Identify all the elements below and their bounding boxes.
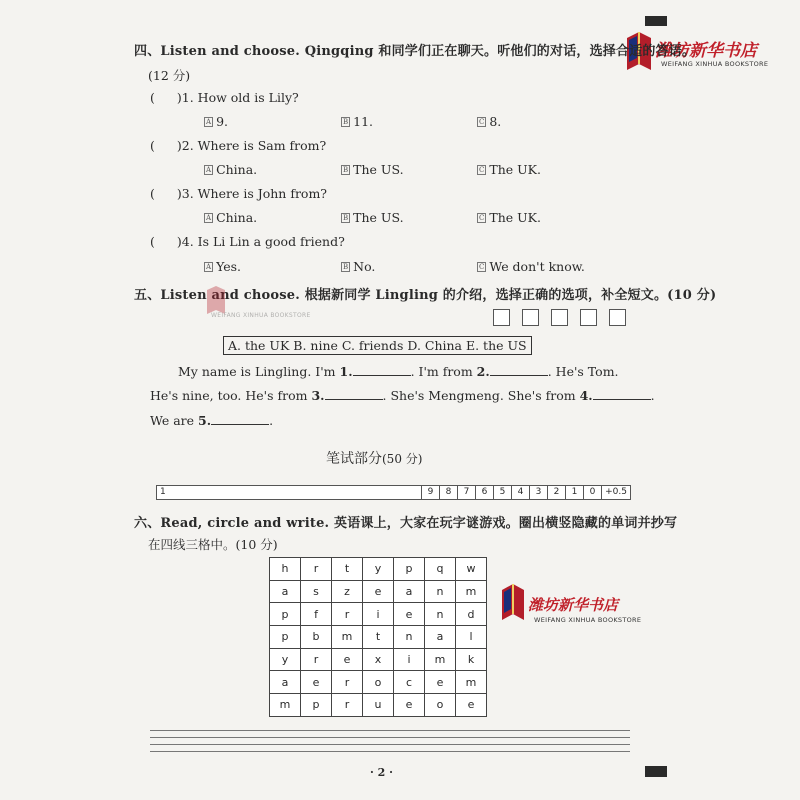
grid-cell[interactable]: z [332,580,363,603]
grid-cell[interactable]: t [332,558,363,581]
grid-row [270,558,487,581]
grid-cell[interactable]: i [394,648,425,671]
grid-cell[interactable]: a [270,671,301,694]
grid-cell[interactable]: q [425,558,456,581]
grid-cell[interactable]: a [425,626,456,649]
grid-cell[interactable]: e [425,671,456,694]
section6-title-line2: 在四线三格中。(10 分) [148,537,278,552]
grid-cell[interactable]: u [363,694,394,717]
q2-option-a[interactable]: A China. [206,162,258,177]
q1-option-a[interactable]: A 9. [206,114,228,129]
grid-cell[interactable]: e [394,603,425,626]
score-cell[interactable]: 9 [421,486,439,499]
grid-cell[interactable]: p [394,558,425,581]
section6-title-line1: 六、Read, circle and write. 英语课上，大家在玩字谜游戏。圈出横竖隐藏的单词并抄写 [134,516,678,531]
grid-cell[interactable]: a [270,580,301,603]
logo-english-text: WEIFANG XINHUA BOOKSTORE [661,60,769,68]
written-part-heading: 笔试部分(50 分) [326,451,423,467]
grid-cell[interactable]: e [301,671,332,694]
grid-cell[interactable]: o [363,671,394,694]
grid-row [270,603,487,626]
section5-title: 五、Listen and choose. 根据新同学 Lingling 的介绍，选择正确的选项，补全短文。(10 分) [134,288,717,303]
book-logo-icon [500,582,526,624]
question-1 [150,90,299,105]
grid-cell[interactable]: c [394,671,425,694]
answer-paren-open[interactable]: ( [150,186,155,201]
grid-cell[interactable]: y [270,648,301,671]
answer-paren-open[interactable]: ( [150,90,155,105]
grid-cell[interactable]: l [456,626,487,649]
grid-cell[interactable]: k [456,648,487,671]
grid-cell[interactable]: y [363,558,394,581]
score-cell[interactable]: 8 [439,486,457,499]
passage-line-1: My name is Lingling. I'm 1. . I'm from 2. . He's Tom. [178,364,619,379]
blank-5[interactable] [211,413,269,425]
grid-cell[interactable]: w [456,558,487,581]
score-cell[interactable]: 1 [565,486,583,499]
score-box[interactable] [609,309,626,326]
q3-option-c[interactable]: C The UK. [479,210,541,225]
section4-score: (12 分) [148,68,191,83]
grid-row [270,694,487,717]
section4-title: 四、Listen and choose. Qingqing 和同学们正在聊天。听他们的对话，选择合适的答语。 [134,44,696,59]
score-cell[interactable]: 4 [511,486,529,499]
bookstore-logo-mid [500,582,650,632]
blank-2[interactable] [490,364,548,376]
page-number: · 2 · [370,766,393,779]
score-boxes [493,309,638,330]
grid-cell[interactable]: n [394,626,425,649]
grid-cell[interactable]: h [270,558,301,581]
grid-cell[interactable]: a [394,580,425,603]
corner-mark-top [645,16,667,26]
score-cell[interactable]: 5 [493,486,511,499]
blank-3[interactable] [325,388,383,400]
blank-1[interactable] [353,364,411,376]
grid-row [270,648,487,671]
question-text: 1. How old is Lily? [181,90,299,105]
answer-paren-close: ) [176,138,182,153]
score-box[interactable] [551,309,568,326]
score-cell: 1 [160,487,166,497]
answer-paren-close: ) [176,90,182,105]
grid-row [270,626,487,649]
grid-cell[interactable]: n [425,580,456,603]
grid-cell[interactable]: f [301,603,332,626]
word-search-grid [269,557,487,717]
grid-cell[interactable]: e [363,580,394,603]
grid-cell[interactable]: m [456,580,487,603]
grid-cell[interactable]: e [456,694,487,717]
score-cell-bonus[interactable]: +0.5 [601,486,630,499]
logo-english-text: WEIFANG XINHUA BOOKSTORE [534,616,642,624]
answer-paren-open[interactable]: ( [150,138,155,153]
grid-cell[interactable]: r [301,648,332,671]
score-cell[interactable]: 3 [529,486,547,499]
grid-cell[interactable]: b [301,626,332,649]
grid-row [270,671,487,694]
grid-cell[interactable]: p [301,694,332,717]
q2-option-c[interactable]: C The UK. [479,162,541,177]
blank-4[interactable] [593,388,651,400]
q3-option-b[interactable]: B The US. [343,210,404,225]
logo-chinese-text: 潍坊新华书店 [528,596,619,614]
score-box[interactable] [493,309,510,326]
grid-cell[interactable]: r [301,558,332,581]
grid-cell[interactable]: m [332,626,363,649]
word-bank: A. the UK B. nine C. friends D. China E. the US [223,336,532,355]
grid-cell[interactable]: t [363,626,394,649]
grid-cell[interactable]: e [332,648,363,671]
score-cell[interactable]: 6 [475,486,493,499]
answer-paren-close: ) [176,234,182,249]
score-cell[interactable]: 2 [547,486,565,499]
grid-cell[interactable]: m [270,694,301,717]
grid-cell[interactable]: d [456,603,487,626]
q1-option-c[interactable]: C 8. [479,114,502,129]
corner-mark-bottom [645,766,667,777]
question-text: 4. Is Li Lin a good friend? [181,234,345,249]
score-cell[interactable]: 0 [583,486,601,499]
grid-cell[interactable]: p [270,626,301,649]
passage-line-3: We are 5. . [150,413,274,428]
grid-cell[interactable]: i [363,603,394,626]
grid-cell[interactable]: r [332,603,363,626]
q1-option-b[interactable]: B 11. [343,114,374,129]
q4-option-b[interactable]: B No. [343,259,376,274]
grid-cell[interactable]: m [456,671,487,694]
watermark-logo [205,284,375,324]
question-text: 2. Where is Sam from? [181,138,327,153]
grid-cell[interactable]: x [363,648,394,671]
question-4 [150,234,345,249]
score-bar [156,485,631,500]
q3-option-a[interactable]: A China. [206,210,258,225]
score-cell[interactable]: 7 [457,486,475,499]
answer-paren-open[interactable]: ( [150,234,155,249]
logo-chinese-text: 潍坊新华书店 [655,41,757,61]
grid-cell[interactable]: e [394,694,425,717]
question-3 [150,186,327,201]
grid-cell[interactable]: p [270,603,301,626]
q4-option-c[interactable]: C We don't know. [479,259,585,274]
grid-row [270,580,487,603]
score-box[interactable] [580,309,597,326]
question-text: 3. Where is John from? [181,186,328,201]
passage-line-2: He's nine, too. He's from 3. . She's Mengmeng. She's from 4. . [150,388,655,403]
question-2 [150,138,326,153]
q4-option-a[interactable]: A Yes. [206,259,242,274]
grid-cell[interactable]: m [425,648,456,671]
score-box[interactable] [522,309,539,326]
grid-cell[interactable]: r [332,671,363,694]
grid-cell[interactable]: r [332,694,363,717]
answer-paren-close: ) [176,186,182,201]
logo-english-text: WEIFANG XINHUA BOOKSTORE [211,312,311,319]
q2-option-b[interactable]: B The US. [343,162,404,177]
grid-cell[interactable]: n [425,603,456,626]
grid-cell[interactable]: o [425,694,456,717]
grid-cell[interactable]: s [301,580,332,603]
